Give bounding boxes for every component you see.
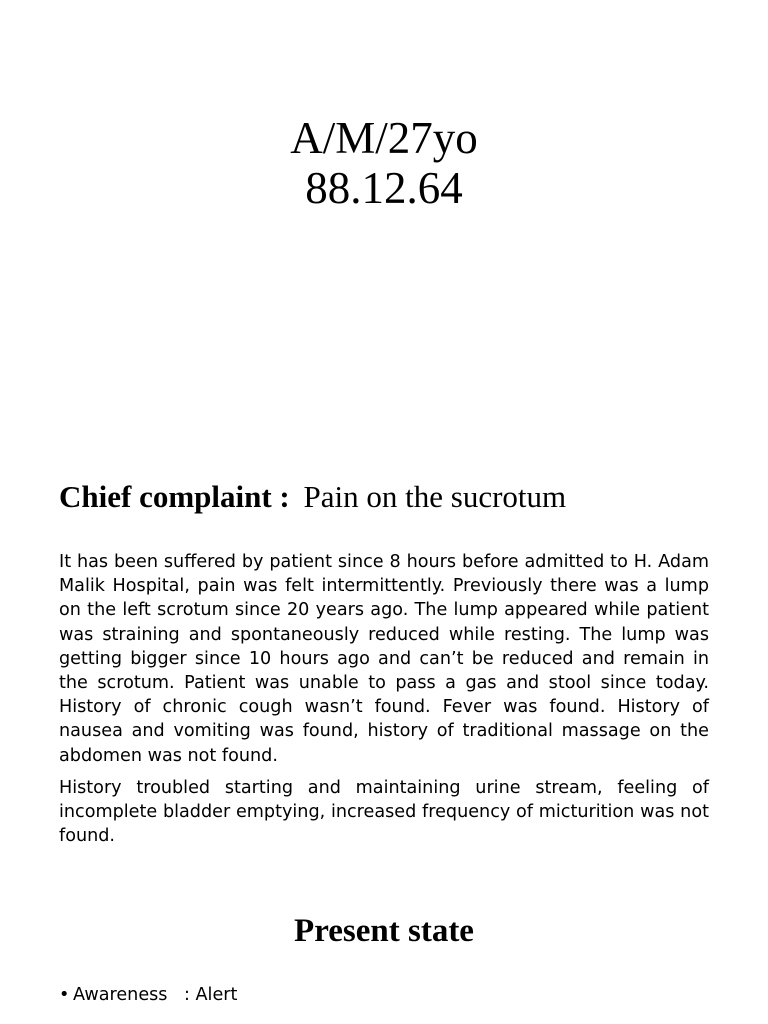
- chief-complaint-label: Chief complaint :: [59, 479, 290, 514]
- slide-title: [0, 113, 768, 213]
- present-state-list: [59, 983, 719, 1007]
- list-item: [59, 983, 719, 1007]
- present-state-heading: Present state: [294, 913, 474, 949]
- state-item-value: : Alert: [184, 985, 238, 1005]
- record-number: 88.12.64: [305, 163, 463, 213]
- chief-complaint-value: Pain on the sucrotum: [303, 479, 567, 514]
- urinary-history-paragraph: History troubled starting and maintaining urine stream, feeling of incomplete bladder emptying, increased frequency of micturition was not found.: [59, 777, 709, 847]
- patient-identity: A/M/27yo: [290, 113, 478, 163]
- bullet-icon: •: [59, 985, 70, 1005]
- history-paragraph: It has been suffered by patient since 8 hours before admitted to H. Adam Malik Hospital, pain was felt intermittently. Previously there was a lump on the left scrotum since 20 years ago. The lump appeared while patient was straining and spontaneously reduced while resting. The lump was getting bigger since 10 hours ago and can’t be reduced and remain in the scrotum. Patient was unable to pass a gas and stool since today. History of chronic cough wasn’t found. Fever was found. History of nausea and vomiting was found, history of traditional massage on the abdomen was not found.: [59, 552, 709, 766]
- state-item-label: Awareness: [73, 985, 168, 1005]
- history-narrative: [59, 550, 709, 856]
- chief-complaint: [59, 477, 719, 517]
